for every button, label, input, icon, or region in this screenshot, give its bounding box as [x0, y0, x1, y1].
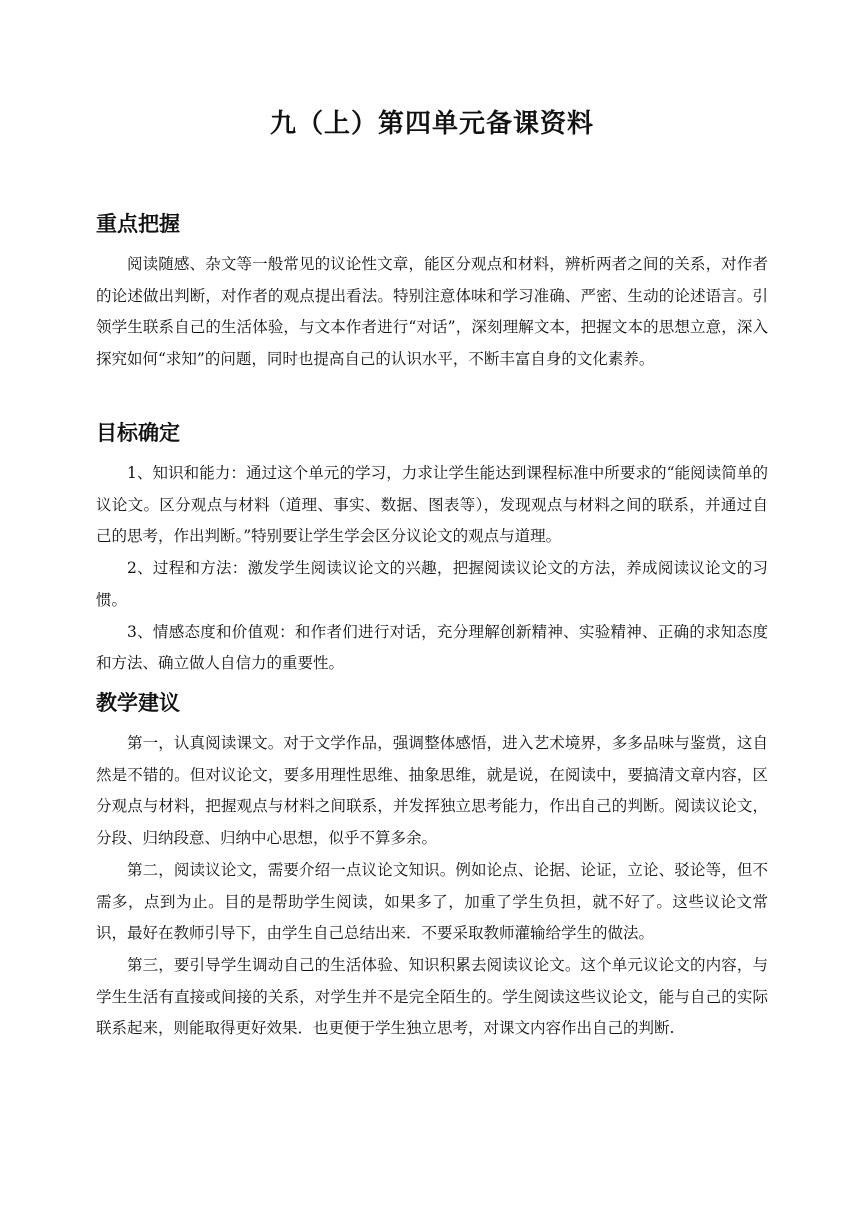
paragraph: 2、过程和方法：激发学生阅读议论文的兴趣，把握阅读议论文的方法，养成阅读议论文的习惯。	[96, 559, 768, 609]
section-heading: 目标确定	[96, 421, 180, 445]
paragraph: 阅读随感、杂文等一般常见的议论性文章，能区分观点和材料，辨析两者之间的关系，对作者的论述做出判断，对作者的观点提出看法。特别注意体味和学习准确、严密、生动的论述语言。引领学生联系自己的生活体验，与文本作者进行“对话”，深刻理解文本，把握文本的思想立意，深入探究如何“求知”的问题，同时也提高自己的认识水平，不断丰富自身的文化素养。	[96, 255, 768, 369]
paragraph: 第一，认真阅读课文。对于文学作品，强调整体感悟，进入艺术境界，多多品味与鉴赏，这自然是不错的。但对议论文，要多用理性思维、抽象思维，就是说，在阅读中，要搞清文章内容，区分观点与材料，把握观点与材料之间联系，并发挥独立思考能力，作出自己的判断。阅读议论文，分段、归纳段意、归纳中心思想，似乎不算多余。	[96, 734, 768, 848]
paragraph: 第二，阅读议论文，需要介绍一点议论文知识。例如论点、论据、论证，立论、驳论等，但不需多，点到为止。目的是帮助学生阅读，如果多了，加重了学生负担，就不好了。这些议论文常识，最好在教师引导下，由学生自己总结出来．不要采取教师灌输给学生的做法。	[96, 860, 768, 943]
paragraph: 1、知识和能力：通过这个单元的学习，力求让学生能达到课程标准中所要求的“能阅读简单的议论文。区分观点与材料（道理、事实、数据、图表等），发现观点与材料之间的联系，并通过自己的思考，作出判断。”特别要让学生学会区分议论文的观点与道理。	[96, 464, 768, 546]
document-title: 九（上）第四单元备课资料	[269, 109, 594, 139]
section-heading: 教学建议	[96, 691, 180, 715]
section-key-points	[96, 209, 768, 376]
paragraph: 3、情感态度和价值观：和作者们进行对话，充分理解创新精神、实验精神、正确的求知态度和方法、确立做人自信力的重要性。	[96, 622, 768, 673]
section-objectives	[96, 418, 768, 680]
section-heading: 重点把握	[96, 212, 180, 236]
section-teaching-suggestions	[96, 688, 768, 1045]
paragraph: 第三，要引导学生调动自己的生活体验、知识积累去阅读议论文。这个单元议论文的内容，与学生生活有直接或间接的关系，对学生并不是完全陌生的。学生阅读这些议论文，能与自己的实际联系起来，则能取得更好效果．也更便于学生独立思考，对课文内容作出自己的判断.	[96, 955, 768, 1038]
